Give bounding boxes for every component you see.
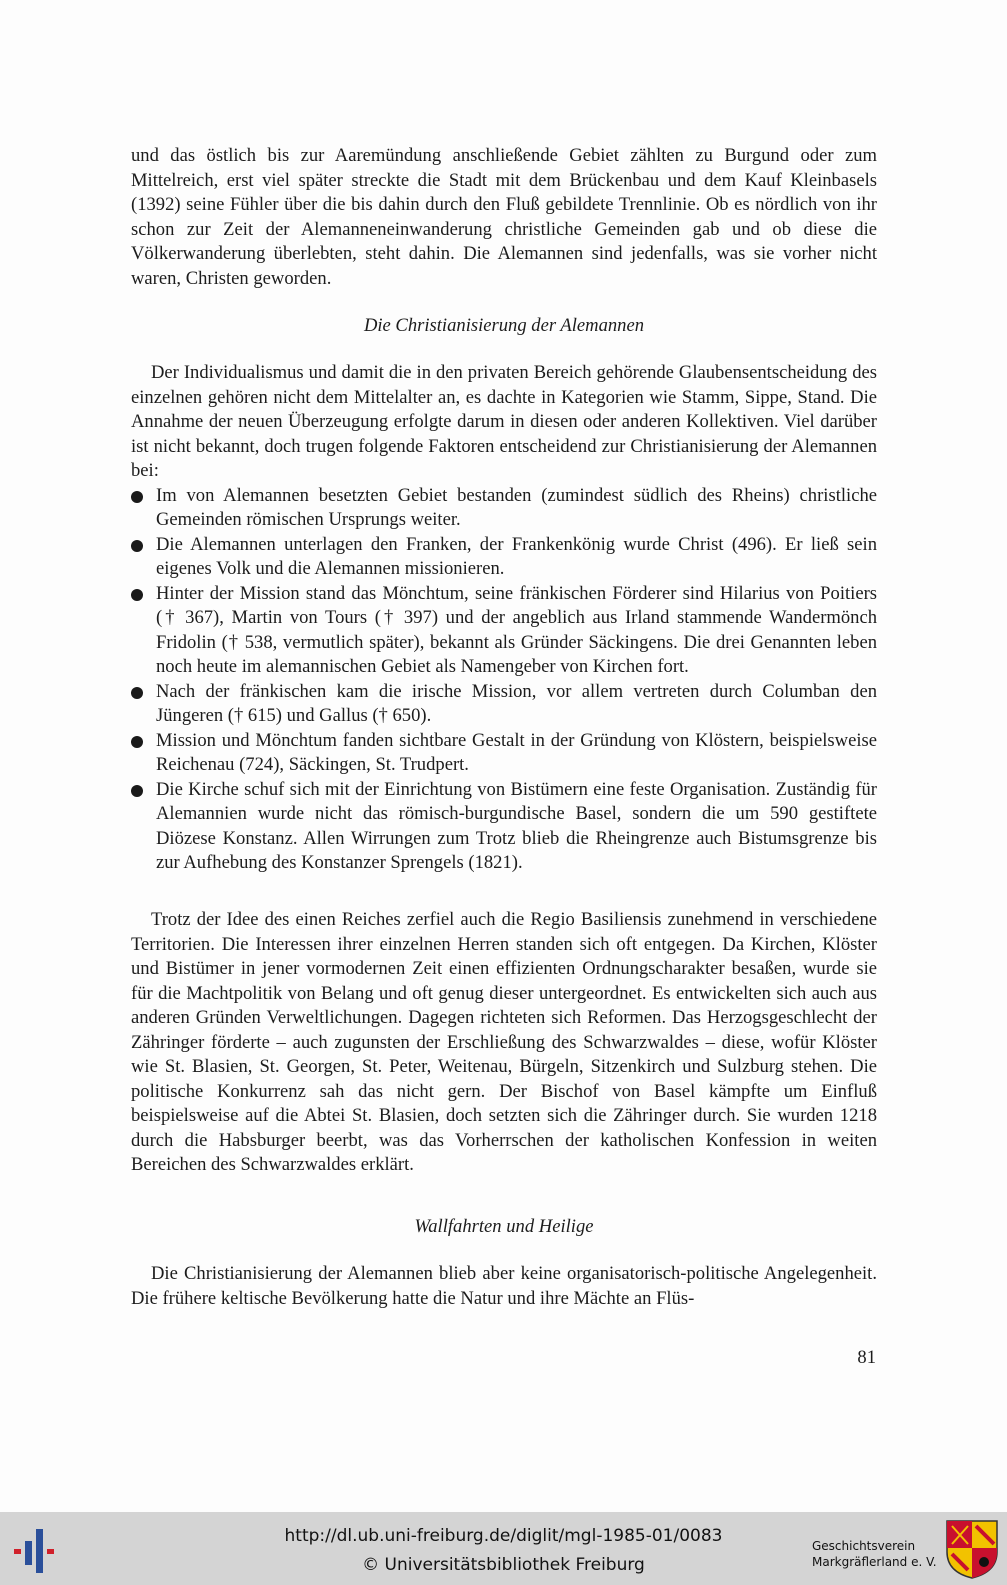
paragraph-1: und das östlich bis zur Aaremündung anschließende Gebiet zählten zu Burgund oder zum Mittelreich, erst viel später streckte die Stadt mit dem Brückenbau und dem Kauf Kleinbasels (1392) seine Fühler über die bis dahin durch den Fluß gebildete Trennlinie. Ob es nördlich von ihr schon zur Zeit der Alemanneneinwanderung christliche Gemeinden gab und ob diese die Völkerwanderung überlebten, steht dahin. Die Alemannen sind jedenfalls, was sie vorher nicht waren, Christen geworden. [131, 145, 877, 289]
paragraph-4: Die Christianisierung der Alemannen blieb aber keine organisatorisch-politische Angelegenheit. Die frühere keltische Bevölkerung hatte die Natur und ihre Mächte an Flüs- [131, 1263, 877, 1309]
section-heading-christianisierung: Die Christianisierung der Alemannen [363, 315, 645, 336]
bullet-dot-icon [131, 785, 143, 797]
list-item-text: Mission und Mönchtum fanden sichtbare Gestalt in der Gründung von Klöstern, beispielsweise Reichenau (724), Säckingen, St. Trudpert. [156, 729, 877, 775]
page-number: 81 [857, 1347, 876, 1368]
bullet-dot-icon [131, 589, 143, 601]
list-item [131, 680, 877, 729]
bullet-dot-icon [131, 540, 143, 552]
body-text-section-1 [131, 361, 877, 876]
section-heading-wallfahrten: Wallfahrten und Heilige [414, 1216, 594, 1237]
body-text-section-3 [131, 1262, 877, 1311]
list-item-text: Im von Alemannen besetzten Gebiet bestanden (zumindest südlich des Rheins) christliche Gemeinden römischen Ursprungs weiter. [156, 484, 877, 530]
copyright-text: © Universitätsbibliothek Freiburg [362, 1555, 645, 1575]
bullet-list [131, 484, 877, 876]
document-url-link[interactable]: http://dl.ub.uni-freiburg.de/diglit/mgl-1985-01/0083 [284, 1526, 723, 1546]
viewer-footer [0, 1512, 1007, 1585]
list-item [131, 484, 877, 533]
list-item [131, 533, 877, 582]
list-item-text: Hinter der Mission stand das Mönchtum, seine fränkischen Förderer sind Hilarius von Poitiers († 367), Martin von Tours († 397) und der angeblich aus Irland stammende Wandermönch Fridolin († 538, vermutlich später), bekannt als Gründer Säckingens. Die drei Genannten leben noch heute im alemannischen Gebiet als Namengeber von Kirchen fort. [156, 582, 877, 677]
body-text-top [131, 144, 877, 291]
list-item [131, 729, 877, 778]
paragraph-3: Trotz der Idee des einen Reiches zerfiel auch die Regio Basiliensis zunehmend in verschiedene Territorien. Die Interessen ihrer einzelnen Herren standen sich oft entgegen. Da Kirchen, Klöster und Bistümer in jener vormodernen Zeit einen effizienten Ordnungscharakter besaßen, wurde sie für die Machtpolitik von Belang und oft genug dieser untergeordnet. Es entwickelten sich auch aus anderen Gründen Verweltlichungen. Dagegen richteten sich Reformen. Das Herzogsgeschlecht der Zähringer förderte – auch zugunsten der Erschließung des Schwarzwaldes – diese, wofür Klöster wie St. Blasien, St. Georgen, St. Peter, Weitenau, Bürgeln, Sitzenkirch und Sulzburg stehen. Die politische Konkurrenz sah das nicht gern. Der Bischof von Basel kämpfte um Einfluß beispielsweise auf die Abtei St. Blasien, doch setzten sich die Zähringer durch. Sie wurden 1218 durch die Habsburger beerbt, was das Vorherrschen der katholischen Konfession in weiten Bereichen des Schwarzwaldes erklärt. [131, 909, 877, 1175]
body-text-section-2 [131, 908, 877, 1178]
list-item-text: Die Kirche schuf sich mit der Einrichtung von Bistümern eine feste Organisation. Zuständig für Alemannien wurde nicht das römisch-burgundische Basel, sondern die um 590 gestiftete Diözese Konstanz. Allen Wirrungen zum Trotz blieb die Rheingrenze auch Bistumsgrenze bis zur Aufhebung des Konstanzer Sprengels (1821). [156, 778, 877, 873]
bullet-dot-icon [131, 491, 143, 503]
society-name-line-1: Geschichtsverein [812, 1539, 916, 1553]
list-item [131, 582, 877, 680]
society-name-line-2: Markgräflerland e. V. [812, 1555, 937, 1569]
list-item [131, 778, 877, 876]
society-name [812, 1538, 940, 1570]
coat-of-arms-icon[interactable] [944, 1518, 1000, 1580]
bullet-dot-icon [131, 736, 143, 748]
list-item-text: Nach der fränkischen kam die irische Mission, vor allem vertreten durch Columban den Jüngeren († 615) und Gallus († 650). [156, 680, 877, 726]
list-item-text: Die Alemannen unterlagen den Franken, der Frankenkönig wurde Christ (496). Er ließ sein eigenes Volk und die Alemannen missionieren. [156, 533, 877, 579]
paragraph-2: Der Individualismus und damit die in den privaten Bereich gehörende Glaubensentscheidung des einzelnen gehören nicht dem Mittelalter an, es dachte in Kategorien wie Stamm, Sippe, Stand. Die Annahme der neuen Überzeugung erfolgte darum in diesen oder anderen Kollektiven. Viel darüber ist nicht bekannt, doch trugen folgende Faktoren entscheidend zur Christianisierung der Alemannen bei: [131, 362, 877, 481]
bullet-dot-icon [131, 687, 143, 699]
